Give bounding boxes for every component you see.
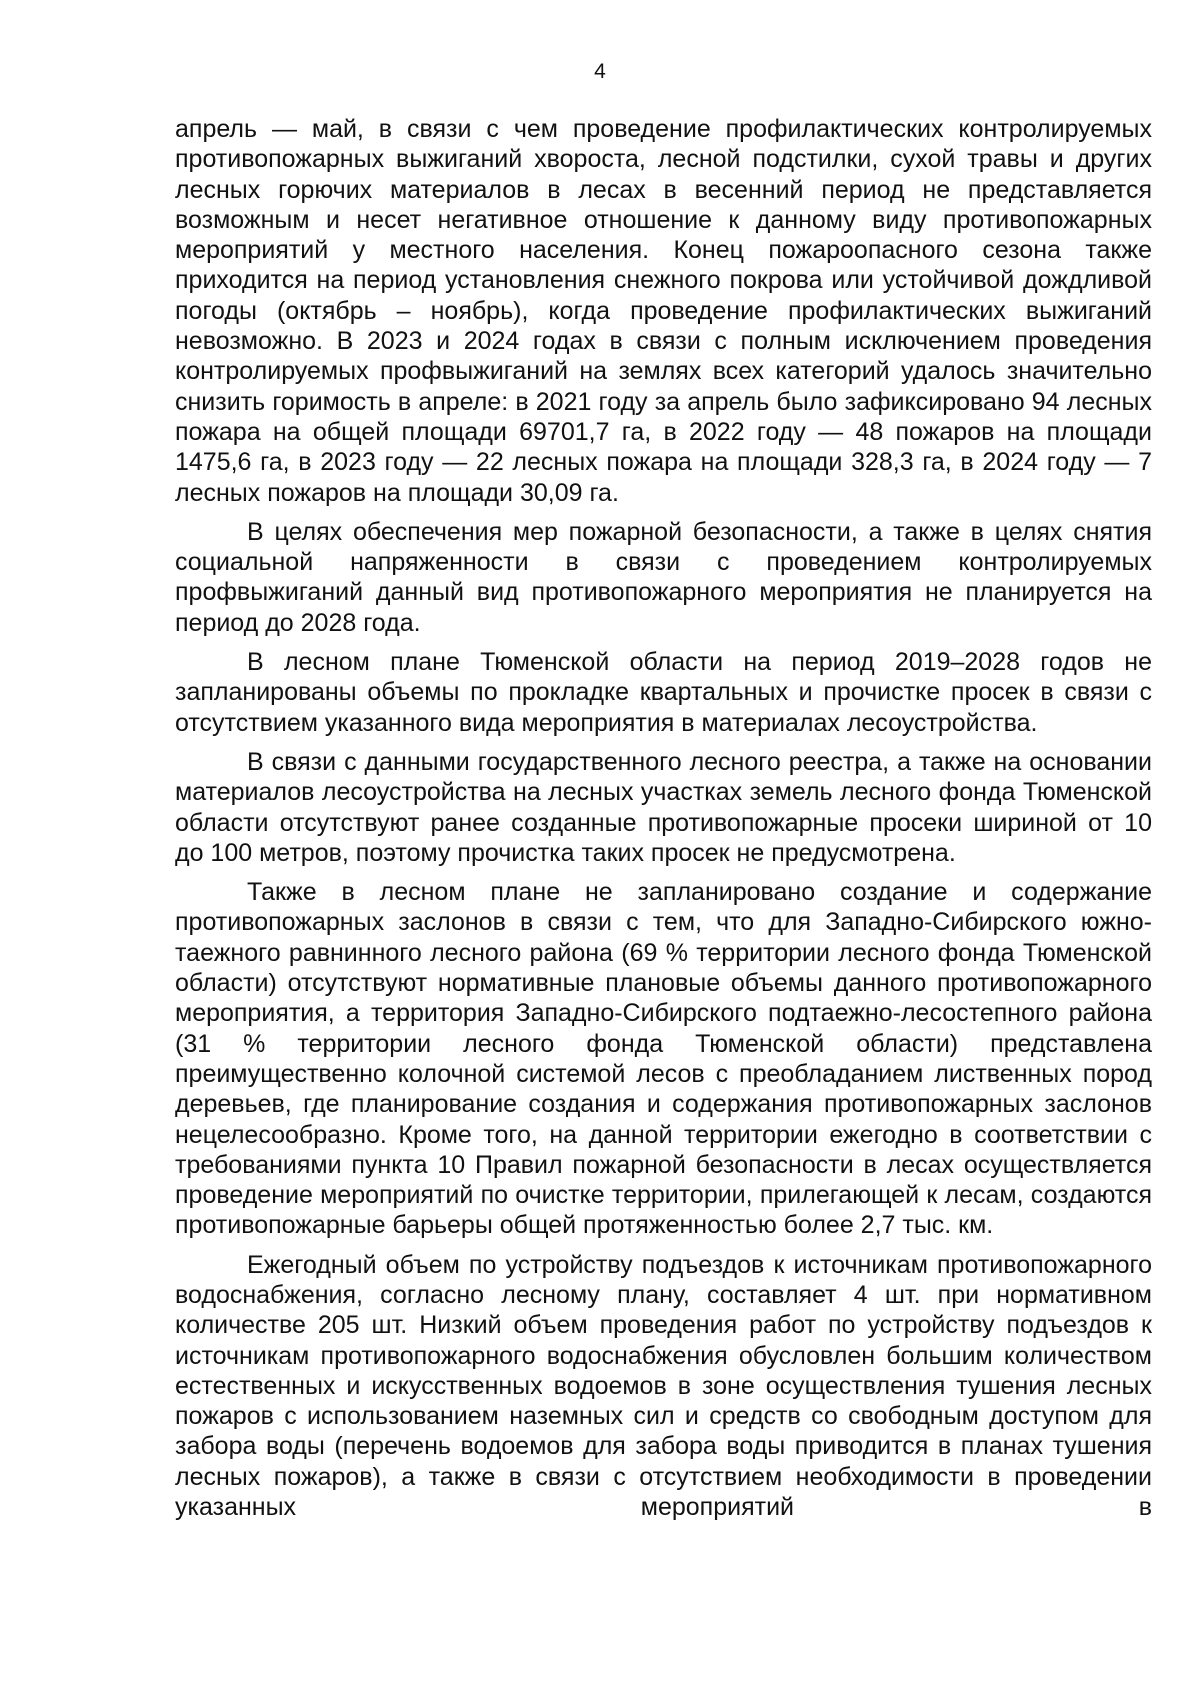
paragraph-state-forest-registry: В связи с данными государственного лесного реестра, а также на основании материалов лесоустройства на лесных участках земель лесного фонда Тюменской области отсутствуют ранее созданные противопожарные просеки шириной от 10 до 100 метров, поэтому прочистка таких просек не предусмотрена. <box>175 747 1152 867</box>
paragraph-forest-plan-clearings: В лесном плане Тюменской области на период 2019–2028 годов не запланированы объемы по прокладке квартальных и прочистке просек в связи с отсутствием указанного вида мероприятия в материалах лесоустройства. <box>175 648 1152 737</box>
paragraph-continuation: апрель — май, в связи с чем проведение профилактических контролируемых противопожарных выжиганий хвороста, лесной подстилки, сухой травы и других лесных горючих материалов в лесах в весенний период не представляется возможным и несет негативное отношение к данному виду противопожарных мероприятий у местного населения. Конец пожароопасного сезона также приходится на период установления снежного покрова или устойчивой дождливой погоды (октябрь – ноябрь), когда проведение профилактических выжиганий невозможно. В 2023 и 2024 годах в связи с полным исключением проведения контролируемых профвыжиганий на землях всех категорий удалось значительно снизить горимость в апреле: в 2021 году за апрель было зафиксировано 94 лесных пожара на общей площади 69701,7 га, в 2022 году — 48 пожаров на площади 1475,6 га, в 2023 году — 22 лесных пожара на площади 328,3 га, в 2024 году — 7 лесных пожаров на площади 30,09 га. <box>175 115 1152 507</box>
page-number: 4 <box>594 60 606 83</box>
paragraph-fire-barriers: Также в лесном плане не запланировано создание и содержание противопожарных заслонов в связи с тем, что для Западно-Сибирского южно-таежного равнинного лесного района (69 % территории лесного фонда Тюменской области) отсутствуют нормативные плановые объемы данного противопожарного мероприятия, а территория Западно-Сибирского подтаежно-лесостепного района (31 % территории лесного фонда Тюменской области) представлена преимущественно колочной системой лесов с преобладанием лиственных пород деревьев, где планирование создания и содержания противопожарных заслонов нецелесообразно. Кроме того, на данной территории ежегодно в соответствии с требованиями пункта 10 Правил пожарной безопасности в лесах осуществляется проведение мероприятий по очистке территории, прилегающей к лесам, создаются противопожарные барьеры общей протяженностью более 2,7 тыс. км. <box>175 878 1152 1240</box>
paragraph-fire-safety: В целях обеспечения мер пожарной безопасности, а также в целях снятия социальной напряженности в связи с проведением контролируемых профвыжиганий данный вид противопожарного мероприятия не планируется на период до 2028 года. <box>175 517 1152 637</box>
document-body <box>175 114 1152 1522</box>
paragraph-water-access: Ежегодный объем по устройству подъездов к источникам противопожарного водоснабжения, согласно лесному плану, составляет 4 шт. при нормативном количестве 205 шт. Низкий объем проведения работ по устройству подъездов к источникам противопожарного водоснабжения обусловлен большим количеством естественных и искусственных водоемов в зоне осуществления тушения лесных пожаров с использованием наземных сил и средств со свободным доступом для забора воды (перечень водоемов для забора воды приводится в планах тушения лесных пожаров), а также в связи с отсутствием необходимости в проведении указанных мероприятий в <box>175 1250 1152 1522</box>
